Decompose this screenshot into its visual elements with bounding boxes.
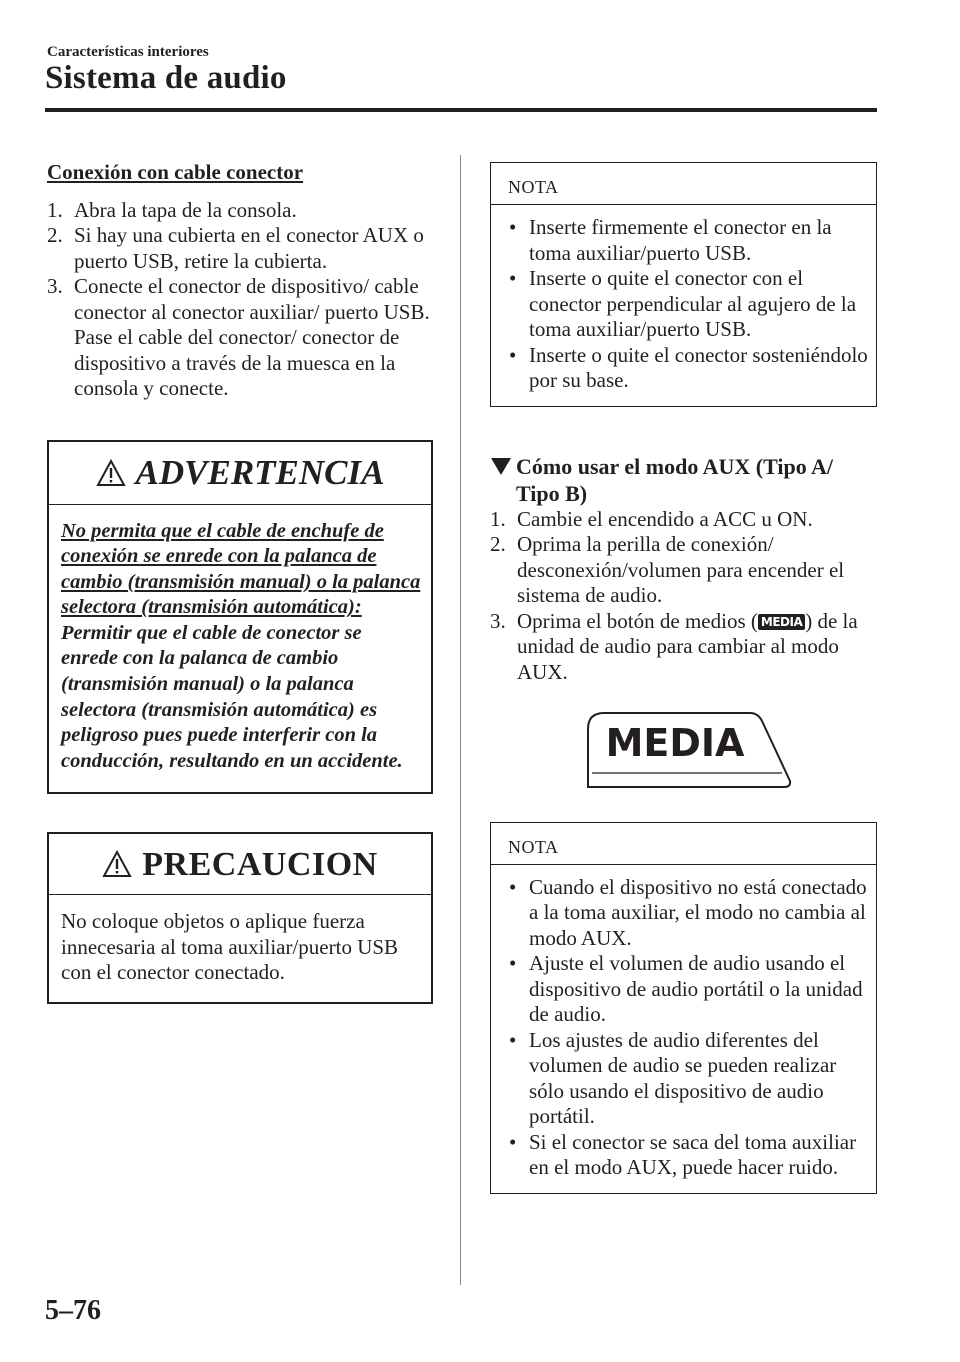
section-heading-text: Cómo usar el modo AUX (Tipo A/ Tipo B) — [516, 453, 834, 506]
header-rule — [45, 108, 877, 112]
note-text: Los ajustes de audio diferentes del volumen de audio se pueden realizar sólo usando el dispositivo de audio portátil. — [529, 1027, 837, 1128]
media-button-label: MEDIA — [605, 721, 745, 765]
list-item — [505, 1028, 868, 1130]
bullet: • — [509, 342, 517, 367]
media-button-illustration — [578, 709, 793, 789]
step-number: 3. — [490, 608, 506, 633]
caution-box — [47, 832, 433, 1004]
warning-box — [47, 440, 433, 795]
note-list — [491, 205, 876, 406]
note-title: NOTA — [491, 823, 876, 865]
step-text: Conecte el conector de dispositivo/ cable conector al conector auxiliar/ puerto USB. Pase el cable del conector/ conector de dispositivo a través de la muesca en la consola y conecte. — [74, 274, 430, 400]
bullet: • — [509, 1027, 517, 1052]
note-text: Ajuste el volumen de audio usando el dispositivo de audio portátil o la unidad de audio. — [529, 951, 863, 1026]
step-number: 1. — [490, 506, 506, 531]
list-item — [47, 198, 433, 224]
list-item — [505, 215, 868, 266]
caution-header — [49, 834, 431, 895]
right-column — [490, 162, 877, 1194]
warning-title: ADVERTENCIA — [135, 452, 385, 492]
header-section-label: Características interiores — [47, 44, 209, 60]
step-text-after: ) de la unidad de audio para cambiar al modo AUX. — [517, 608, 858, 684]
warning-triangle-icon — [96, 459, 126, 487]
note-title: NOTA — [491, 163, 876, 205]
note-text: Inserte firmemente el conector en la toma auxiliar/puerto USB. — [529, 215, 832, 265]
aux-steps — [490, 507, 877, 686]
list-item — [505, 875, 868, 952]
list-item — [490, 532, 877, 609]
warning-body — [49, 505, 431, 793]
list-item — [47, 223, 433, 274]
list-item — [505, 951, 868, 1028]
column-divider — [460, 155, 461, 1285]
connection-steps — [47, 198, 433, 402]
section-heading-aux-mode — [490, 453, 877, 507]
step-number: 3. — [47, 274, 63, 298]
warning-header — [49, 442, 431, 505]
step-number: 2. — [47, 223, 63, 247]
note-text: Cuando el dispositivo no está conectado a la toma auxiliar, el modo no cambia al modo AUX. — [529, 874, 867, 950]
note-text: Inserte o quite el conector con el conector perpendicular al agujero de la toma auxiliar/puerto USB. — [529, 266, 857, 341]
caution-triangle-icon — [102, 850, 132, 878]
list-item — [490, 507, 877, 533]
step-text-before: Oprima el botón de medios ( — [517, 608, 758, 633]
bullet: • — [509, 951, 517, 975]
page-title: Sistema de audio — [45, 60, 287, 96]
bullet: • — [509, 266, 517, 290]
caution-body: No coloque objetos o aplique fuerza innecesaria al toma auxiliar/puerto USB con el conector conectado. — [61, 909, 399, 985]
note-list — [491, 865, 876, 1193]
list-item — [490, 609, 877, 686]
step-number: 2. — [490, 532, 506, 556]
bullet: • — [509, 215, 517, 239]
warning-underlined-text: No permita que el cable de enchufe de conexión se enrede con la palanca de cambio (transmisión manual) o la palanca selectora (transmisión automática): — [61, 519, 421, 619]
step-text: Oprima la perilla de conexión/ desconexión/volumen para encender el sistema de audio. — [517, 532, 845, 607]
note-box-connector — [490, 162, 877, 407]
step-number: 1. — [47, 197, 63, 222]
left-column — [47, 160, 433, 1004]
bullet: • — [509, 1129, 517, 1154]
note-box-aux — [490, 822, 877, 1194]
section-triangle-icon — [490, 456, 512, 476]
step-text: Abra la tapa de la consola. — [74, 197, 297, 222]
caution-title: PRECAUCION — [142, 845, 378, 883]
step-text: Cambie el encendido a ACC u ON. — [517, 506, 813, 531]
step-text: Si hay una cubierta en el conector AUX o puerto USB, retire la cubierta. — [74, 223, 424, 273]
warning-text: Permitir que el cable de conector se enrede con la palanca de cambio (transmisión manual) o la palanca selectora (transmisión automática) es peligroso pues puede interferir con la conducción, resultando en un accidente. — [61, 621, 403, 772]
page-number: 5–76 — [45, 1295, 101, 1326]
list-item — [47, 274, 433, 402]
list-item — [505, 1130, 868, 1181]
list-item — [505, 266, 868, 343]
media-inline-icon: MEDIA — [758, 614, 805, 630]
note-text: Si el conector se saca del toma auxiliar en el modo AUX, puede hacer ruido. — [529, 1129, 857, 1179]
subheading-cable-connection: Conexión con cable conector — [47, 160, 304, 184]
list-item — [505, 343, 868, 394]
bullet: • — [509, 874, 517, 899]
note-text: Inserte o quite el conector sosteniéndolo por su base. — [529, 342, 868, 392]
